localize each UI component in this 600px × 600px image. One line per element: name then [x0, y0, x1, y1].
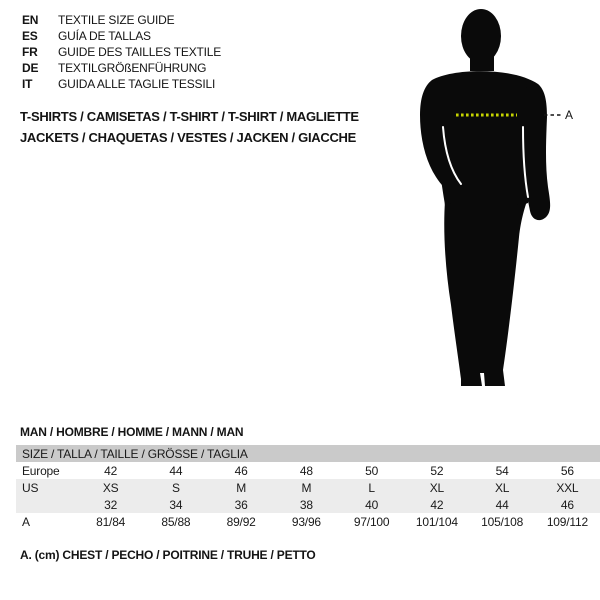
- section-title-man: MAN / HOMBRE / HOMME / MANN / MAN: [20, 425, 244, 439]
- size-cell: 32: [78, 496, 143, 513]
- size-cell: 40: [339, 496, 404, 513]
- size-cell: 46: [535, 496, 600, 513]
- language-row: [22, 60, 221, 76]
- man-silhouette: [420, 9, 550, 386]
- size-cell: S: [143, 479, 208, 496]
- row-label: Europe: [22, 463, 60, 478]
- size-cell: 48: [299, 463, 313, 478]
- language-label: TEXTILE SIZE GUIDE: [58, 13, 175, 27]
- language-row: [22, 28, 221, 44]
- size-cell: 42: [404, 496, 469, 513]
- size-table-title: SIZE / TALLA / TAILLE / GRÖSSE / TAGLIA: [16, 445, 600, 462]
- size-cell: 38: [274, 496, 339, 513]
- language-label: GUÍA DE TALLAS: [58, 29, 151, 43]
- size-cell: 50: [365, 463, 379, 478]
- language-row: [22, 44, 221, 60]
- footnote-chest: A. (cm) CHEST / PECHO / POITRINE / TRUHE / PETTO: [20, 548, 316, 562]
- man-figure: [375, 5, 580, 397]
- size-cell: XS: [78, 479, 143, 496]
- size-cell: 46: [234, 463, 248, 478]
- language-code: EN: [22, 13, 39, 27]
- size-cell: 34: [143, 496, 208, 513]
- man-silhouette-svg: [375, 5, 580, 397]
- language-code: ES: [22, 29, 38, 43]
- table-row: [16, 496, 600, 513]
- size-cell: 54: [495, 463, 509, 478]
- table-row: [16, 513, 600, 530]
- size-cell: M: [274, 479, 339, 496]
- size-cell: 56: [560, 463, 574, 478]
- language-label: GUIDA ALLE TAGLIE TESSILI: [58, 77, 216, 91]
- size-cell: 36: [209, 496, 274, 513]
- size-cell: 81/84: [96, 514, 126, 529]
- language-code: DE: [22, 61, 39, 75]
- size-cell: 85/88: [161, 514, 191, 529]
- size-table: [16, 445, 600, 530]
- size-table-header-row: [16, 445, 600, 462]
- row-label: [16, 496, 78, 513]
- language-code: FR: [22, 45, 38, 59]
- size-cell: M: [209, 479, 274, 496]
- size-cell: L: [339, 479, 404, 496]
- table-row: [16, 479, 600, 496]
- language-row: [22, 12, 221, 28]
- size-cell: 97/100: [353, 514, 390, 529]
- language-list: [22, 12, 221, 92]
- size-cell: 89/92: [226, 514, 256, 529]
- size-cell: 105/108: [481, 514, 524, 529]
- size-cell: 52: [430, 463, 444, 478]
- row-label: A: [22, 514, 30, 529]
- size-cell: 44: [169, 463, 183, 478]
- size-cell: XL: [470, 479, 535, 496]
- language-label: TEXTILGRÖßENFÜHRUNG: [58, 61, 207, 75]
- size-cell: 101/104: [415, 514, 458, 529]
- size-cell: 42: [104, 463, 118, 478]
- size-cell: XL: [404, 479, 469, 496]
- size-cell: 109/112: [546, 514, 588, 529]
- language-code: IT: [22, 77, 33, 91]
- language-label: GUIDE DES TAILLES TEXTILE: [58, 45, 222, 59]
- language-row: [22, 76, 221, 92]
- size-cell: XXL: [535, 479, 600, 496]
- category-line: T-SHIRTS / CAMISETAS / T-SHIRT / T-SHIRT / MAGLIETTE: [20, 109, 359, 124]
- row-label: US: [16, 479, 78, 496]
- size-cell: 93/96: [291, 514, 321, 529]
- size-cell: 44: [470, 496, 535, 513]
- table-row: [16, 462, 600, 479]
- size-table-body: [16, 445, 600, 530]
- size-table-wrap: [16, 445, 600, 530]
- category-line: JACKETS / CHAQUETAS / VESTES / JACKEN / GIACCHE: [20, 130, 356, 145]
- category-list: [20, 106, 359, 148]
- measure-label-a: A: [565, 108, 574, 122]
